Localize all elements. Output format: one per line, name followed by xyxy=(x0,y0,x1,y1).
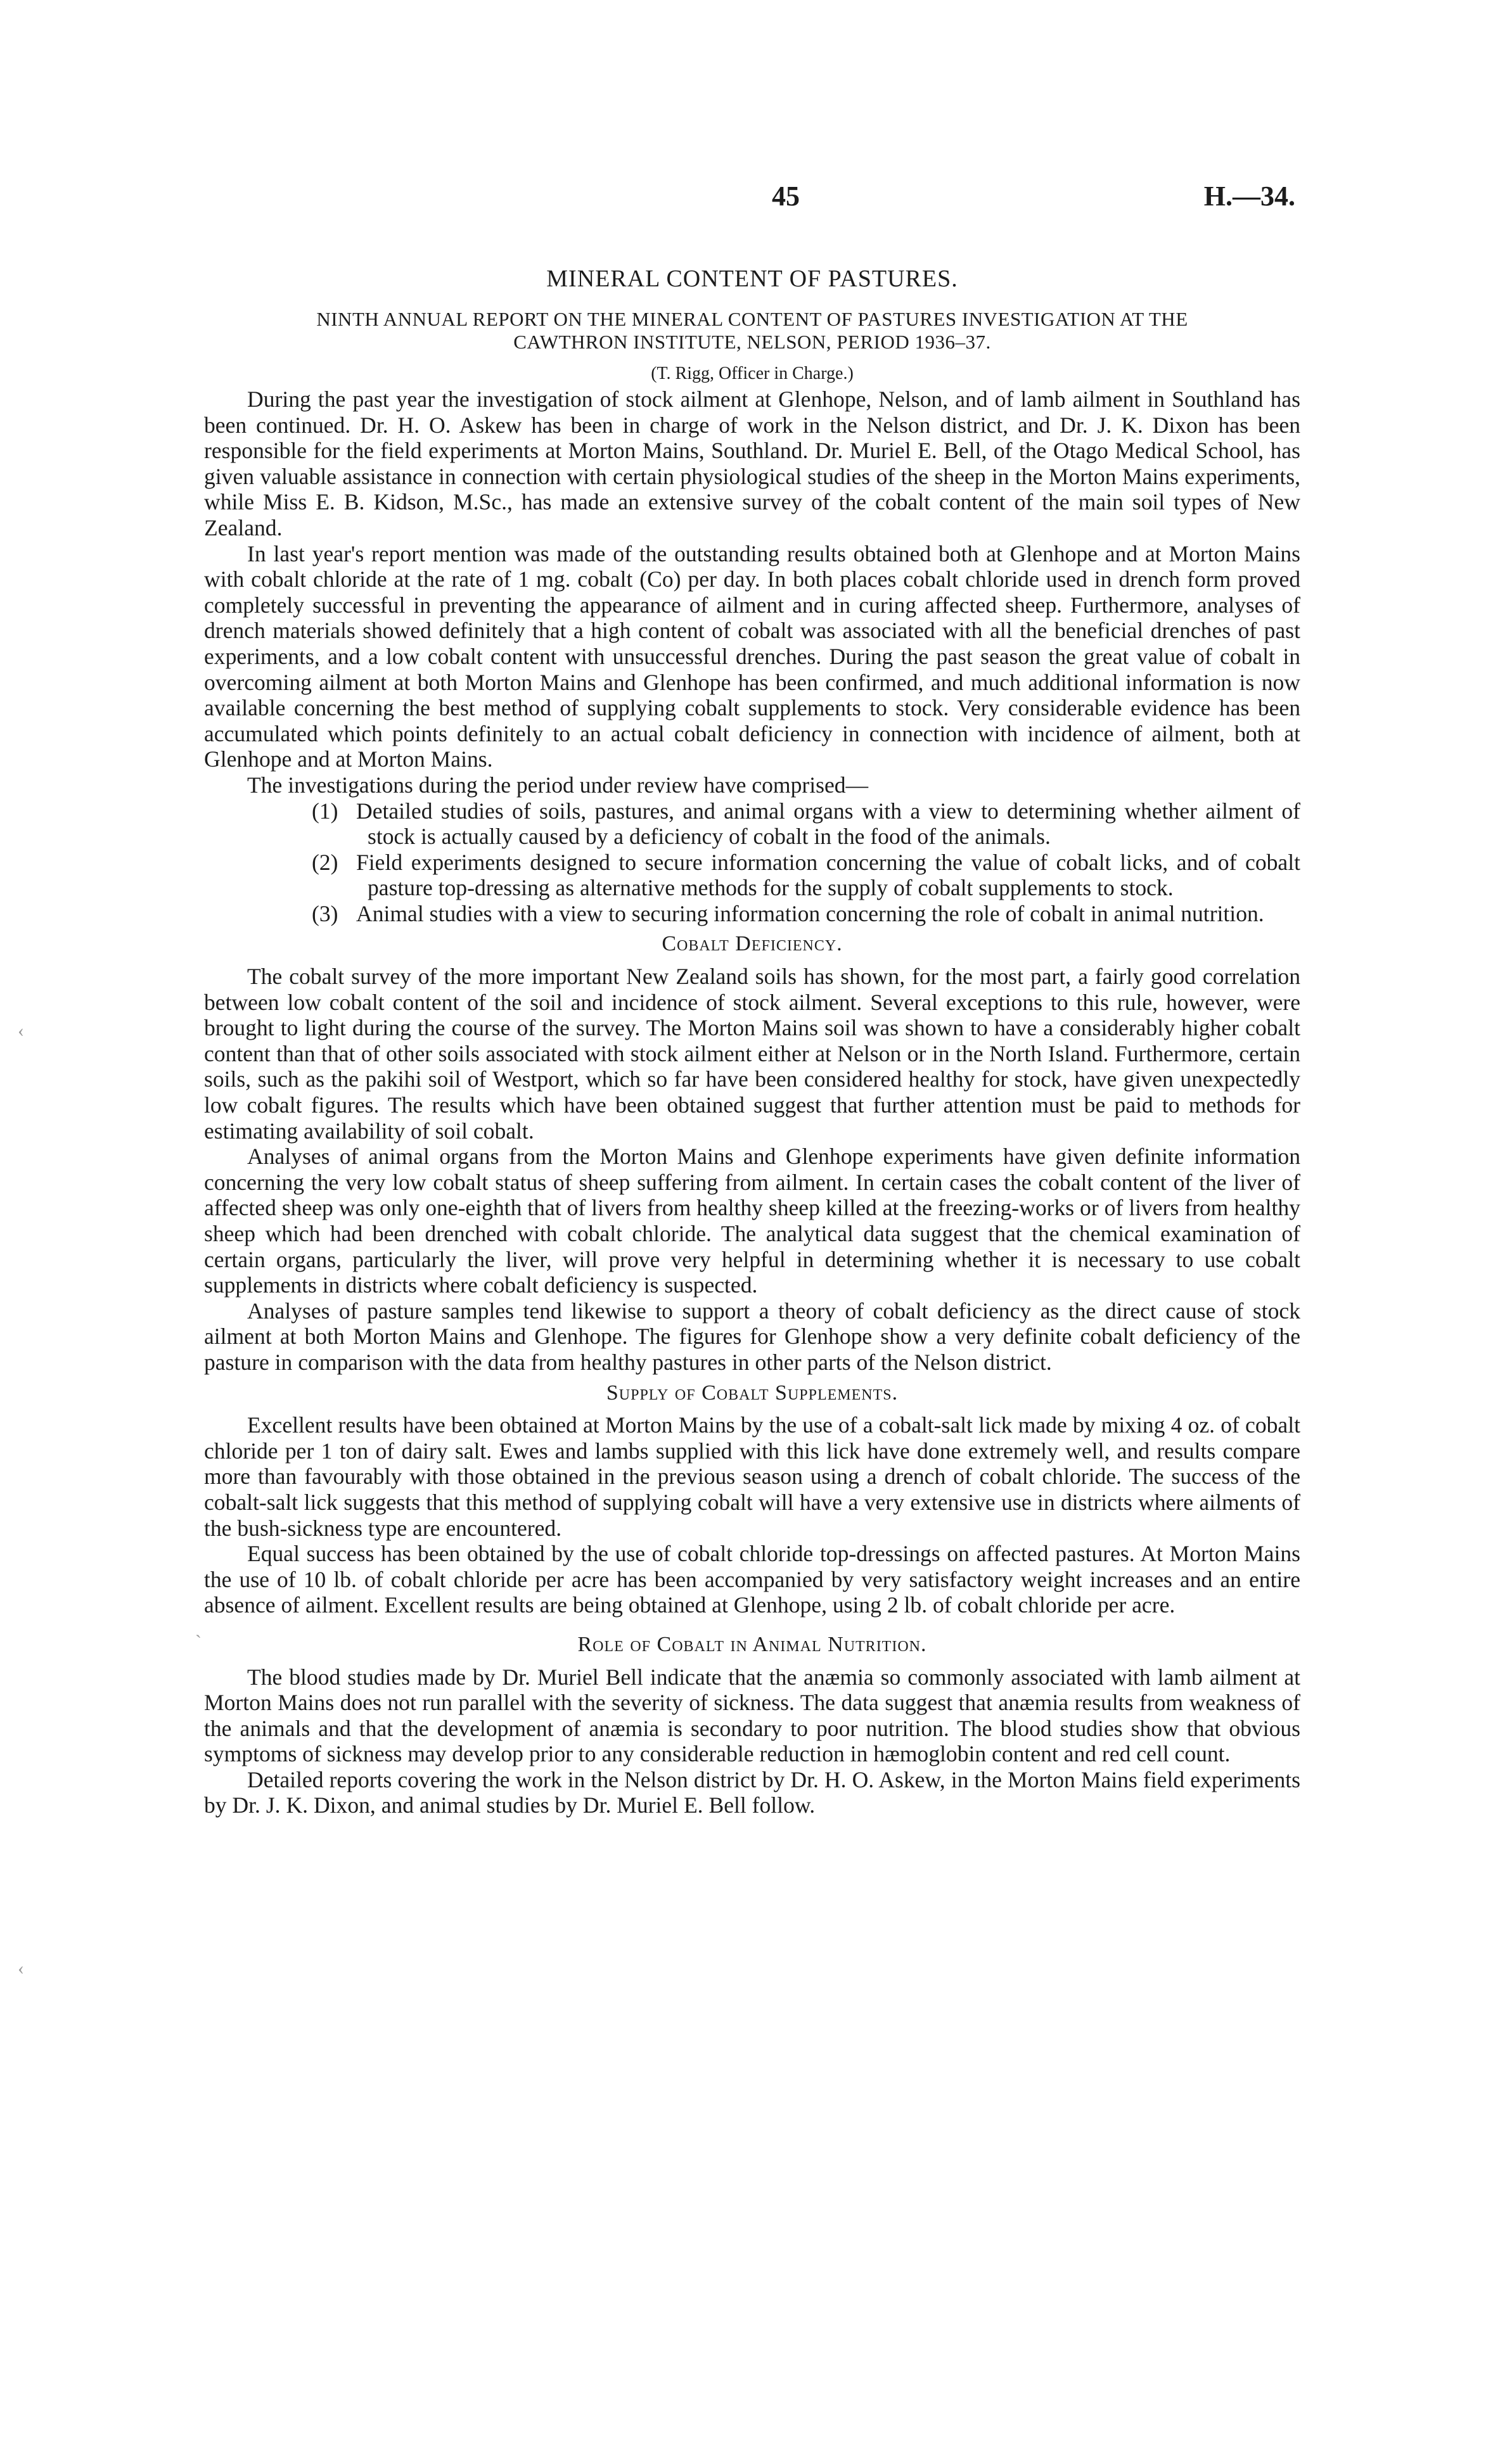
section-heading-supply: Supply of Cobalt Supplements. xyxy=(606,1381,899,1405)
margin-mark-2: ` xyxy=(195,1631,202,1652)
intro-paragraph-2: In last year's report mention was made of the outstanding results obtained both at Glenhope and at Morton Mains with cobalt chloride at the rate of 1 mg. cobalt (Co) per day. In both places cobalt chloride used in drench form proved completely successful in preventing the appearance of ailment and in curing affected sheep. Furthermore, analyses of drench materials showed definitely that a high content of cobalt was associated with all the beneficial drenches of past experiments, and a low cobalt content with unsuccessful drenches. During the past season the great value of cobalt in overcoming ailment at both Morton Mains and Glenhope has been confirmed, and much additional information is now available concerning the best method of supplying cobalt supplements to stock. Very considerable evidence has been accumulated which points definitely to an actual cobalt deficiency in connection with incidence of ailment, both at Glenhope and at Morton Mains. xyxy=(204,540,1300,772)
body-text xyxy=(204,386,1300,1818)
subtitle-line-2: CAWTHRON INSTITUTE, NELSON, PERIOD 1936–37. xyxy=(513,331,991,353)
section-heading-cobalt-deficiency: Cobalt Deficiency. xyxy=(662,932,843,956)
list-item xyxy=(204,798,1300,850)
margin-mark-3: ‹ xyxy=(18,1958,24,1979)
intro-paragraph-1: During the past year the investigation of stock ailment at Glenhope, Nelson, and of lamb ailment in Southland has been continued. Dr. H. O. Askew has been in charge of work in the Nelson district, and Dr. J. K. Dixon has been responsible for the field experiments at Morton Mains, Southland. Dr. Muriel E. Bell, of the Otago Medical School, has given valuable assistance in connection with certain physiological studies of the sheep in the Morton Mains experiments, while Miss E. B. Kidson, M.Sc., has made an extensive survey of the cobalt content of the main soil types of New Zealand. xyxy=(204,386,1300,540)
cobalt-deficiency-paragraph-3: Analyses of pasture samples tend likewise to support a theory of cobalt deficiency as the direct cause of stock ailment at both Morton Mains and Glenhope. The figures for Glenhope show a very definite cobalt deficiency of the pasture in comparison with the data from healthy pastures in other parts of the Nelson district. xyxy=(204,1298,1300,1375)
subtitle-line-1: NINTH ANNUAL REPORT ON THE MINERAL CONTENT OF PASTURES INVESTIGATION AT THE xyxy=(316,308,1188,330)
list-item-number: (1) xyxy=(312,798,338,824)
list-item-number: (3) xyxy=(312,900,338,926)
page-number: 45 xyxy=(772,181,800,212)
role-paragraph-1: The blood studies made by Dr. Muriel Bell indicate that the anæmia so commonly associated with lamb ailment at Morton Mains does not run parallel with the severity of sickness. The data suggest that anæmia results from weakness of the animals and that the development of anæmia is secondary to poor nutrition. The blood studies show that obvious symptoms of sickness may develop prior to any considerable reduction in hæmoglobin content and red cell count. xyxy=(204,1664,1300,1767)
list-item-text: Detailed studies of soils, pastures, and animal organs with a view to determining whether ailment of stock is actually caused by a deficiency of cobalt in the food of the animals. xyxy=(356,798,1300,850)
officer-in-charge: (T. Rigg, Officer in Charge.) xyxy=(651,364,854,383)
supply-paragraph-1: Excellent results have been obtained at Morton Mains by the use of a cobalt-salt lick made by mixing 4 oz. of cobalt chloride per 1 ton of dairy salt. Ewes and lambs supplied with this lick have done extremely well, and results compare more than favourably with those obtained in the previous season using a drench of cobalt chloride. The success of the cobalt-salt lick suggests that this method of supplying cobalt will have a very extensive use in districts where ailments of the bush-sickness type are encountered. xyxy=(204,1412,1300,1541)
cobalt-deficiency-paragraph-1: The cobalt survey of the more important New Zealand soils has shown, for the most part, a fairly good correlation between low cobalt content of the soil and incidence of stock ailment. Several exceptions to this rule, however, were brought to light during the course of the survey. The Morton Mains soil was shown to have a considerably higher cobalt content than that of other soils associated with stock ailment either at Nelson or in the North Island. Furthermore, certain soils, such as the pakihi soil of Westport, which so far have been considered healthy for stock, have given unexpectedly low cobalt figures. The results which have been obtained suggest that further attention must be paid to methods for estimating availability of soil cobalt. xyxy=(204,964,1300,1144)
list-item xyxy=(204,901,1300,927)
list-item-number: (2) xyxy=(312,849,338,875)
document-reference: H.—34. xyxy=(1203,181,1295,212)
margin-mark-1: ‹ xyxy=(18,1020,24,1041)
section-heading-role: Role of Cobalt in Animal Nutrition. xyxy=(577,1632,927,1656)
report-subtitle xyxy=(184,308,1321,354)
list-item xyxy=(204,850,1300,901)
investigation-list xyxy=(204,798,1300,927)
report-title: MINERAL CONTENT OF PASTURES. xyxy=(546,265,958,292)
intro-paragraph-3: The investigations during the period under review have comprised— xyxy=(247,772,869,798)
list-item-text: Field experiments designed to secure information concerning the value of cobalt licks, and of cobalt pasture top-dressing as alternative methods for the supply of cobalt supplements to stock. xyxy=(356,849,1300,901)
role-paragraph-2: Detailed reports covering the work in the Nelson district by Dr. H. O. Askew, in the Morton Mains field experiments by Dr. J. K. Dixon, and animal studies by Dr. Muriel E. Bell follow. xyxy=(204,1766,1300,1818)
supply-paragraph-2: Equal success has been obtained by the use of cobalt chloride top-dressings on affected pastures. At Morton Mains the use of 10 lb. of cobalt chloride per acre has been accompanied by very satisfactory weight increases and an entire absence of ailment. Excellent results are being obtained at Glenhope, using 2 lb. of cobalt chloride per acre. xyxy=(204,1541,1300,1618)
cobalt-deficiency-paragraph-2: Analyses of animal organs from the Morton Mains and Glenhope experiments have given definite information concerning the very low cobalt status of sheep suffering from ailment. In certain cases the cobalt content of the liver of affected sheep was only one-eighth that of livers from healthy sheep killed at the freezing-works or of livers from healthy sheep which had been drenched with cobalt chloride. The analytical data suggest that the chemical examination of certain organs, particularly the liver, will prove very helpful in determining whether it is necessary to use cobalt supplements in districts where cobalt deficiency is suspected. xyxy=(204,1144,1300,1298)
list-item-text: Animal studies with a view to securing information concerning the role of cobalt in animal nutrition. xyxy=(356,900,1264,926)
